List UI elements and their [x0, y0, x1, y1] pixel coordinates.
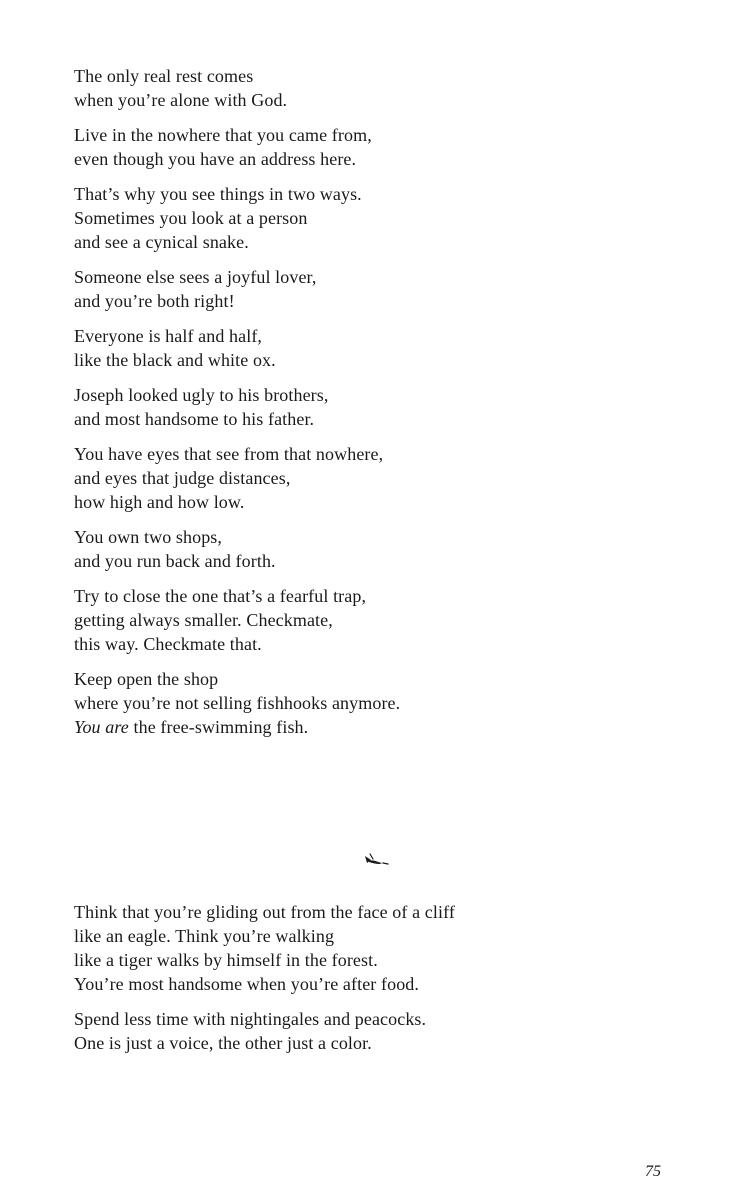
poem-line-mixed [74, 715, 694, 739]
poem-section-2 [74, 900, 694, 1066]
poem-line: One is just a voice, the other just a color. [74, 1033, 372, 1053]
poem-line: like a tiger walks by himself in the forest. [74, 950, 378, 970]
poem-line: Try to close the one that’s a fearful trap, [74, 586, 367, 606]
stanza [74, 324, 694, 372]
stanza [74, 383, 694, 431]
stanza [74, 667, 694, 739]
poem-line: like an eagle. Think you’re walking [74, 926, 335, 946]
poem-line: where you’re not selling fishhooks anymore. [74, 693, 401, 713]
italic-phrase: You are [74, 717, 129, 737]
poem-line: even though you have an address here. [74, 149, 357, 169]
poem-section-1 [74, 64, 694, 750]
stanza [74, 182, 694, 254]
bird-ornament-icon [362, 850, 392, 870]
page-number: 75 [645, 1163, 661, 1180]
stanza [74, 584, 694, 656]
poem-line: The only real rest comes [74, 66, 254, 86]
poem-line: You own two shops, [74, 527, 223, 547]
poem-line: Spend less time with nightingales and peacocks. [74, 1009, 427, 1029]
stanza [74, 900, 694, 996]
poem-line: when you’re alone with God. [74, 90, 288, 110]
poem-line: and you run back and forth. [74, 551, 276, 571]
stanza [74, 1007, 694, 1055]
poem-line: this way. Checkmate that. [74, 634, 262, 654]
stanza [74, 64, 694, 112]
poem-line: and you’re both right! [74, 291, 235, 311]
stanza [74, 442, 694, 514]
poem-line: and eyes that judge distances, [74, 468, 291, 488]
stanza [74, 265, 694, 313]
poem-line: Sometimes you look at a person [74, 208, 308, 228]
poem-line: how high and how low. [74, 492, 245, 512]
poem-line: getting always smaller. Checkmate, [74, 610, 333, 630]
poem-line: and most handsome to his father. [74, 409, 315, 429]
poem-line: Keep open the shop [74, 669, 219, 689]
poem-line: and see a cynical snake. [74, 232, 249, 252]
stanza [74, 123, 694, 171]
poem-line: You’re most handsome when you’re after food. [74, 974, 419, 994]
poem-line: Think that you’re gliding out from the face of a cliff [74, 902, 455, 922]
poem-line: Joseph looked ugly to his brothers, [74, 385, 329, 405]
poem-line: Everyone is half and half, [74, 326, 263, 346]
line-rest: the free-swimming fish. [128, 717, 309, 737]
stanza [74, 525, 694, 573]
poem-line: Someone else sees a joyful lover, [74, 267, 317, 287]
poem-line: Live in the nowhere that you came from, [74, 125, 372, 145]
poem-line: That’s why you see things in two ways. [74, 184, 362, 204]
poem-line: You have eyes that see from that nowhere, [74, 444, 384, 464]
poem-line: like the black and white ox. [74, 350, 276, 370]
